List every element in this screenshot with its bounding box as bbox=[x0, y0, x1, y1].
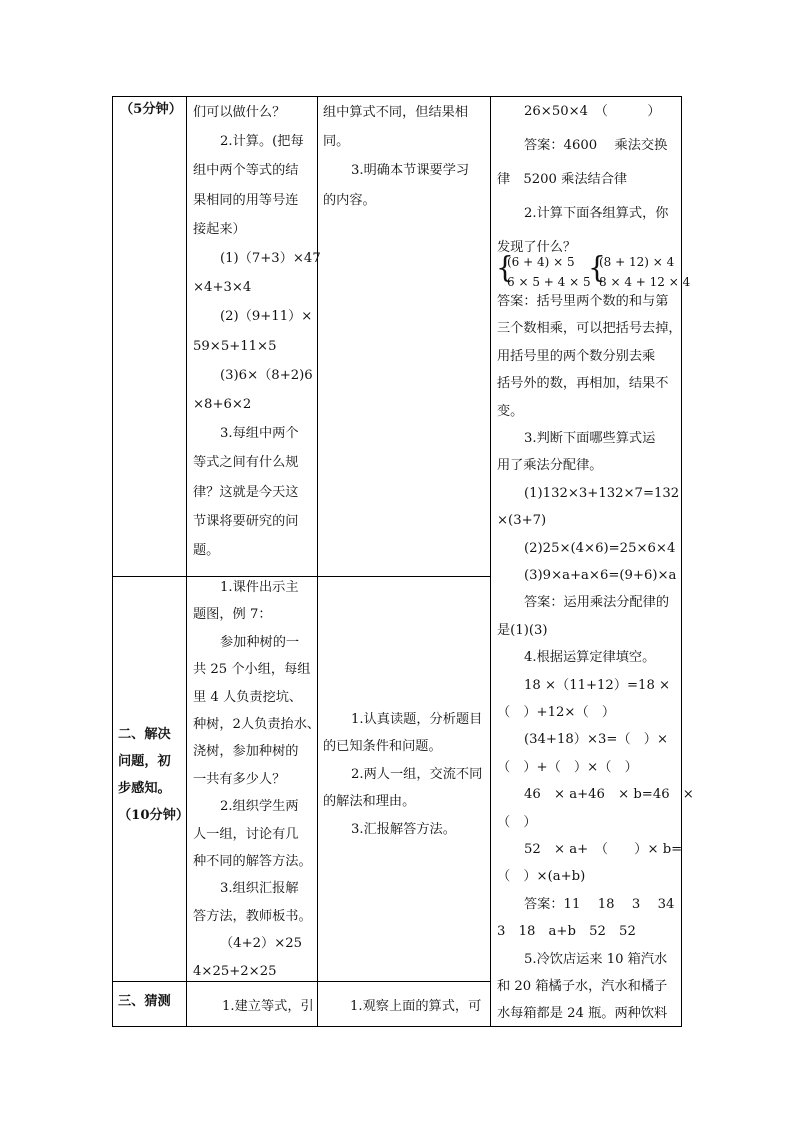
text-line: 题。 bbox=[193, 543, 220, 558]
text-line: （ ）+（ ）×（ ） bbox=[497, 759, 638, 775]
text-line: 是(1)(3) bbox=[497, 622, 548, 638]
text-line: 用括号里的两个数分别去乘 bbox=[497, 348, 656, 364]
text-line: 的内容。 bbox=[323, 192, 376, 208]
section2-title-line: 问题，初 bbox=[118, 754, 171, 769]
text-line: (3)9×a+a×6=(9+6)×a bbox=[524, 568, 677, 583]
equation1-bottom: 6 × 5 + 4 × 5 bbox=[507, 275, 591, 289]
table-left-border bbox=[112, 96, 113, 1027]
text-line: 种不同的解答方法。 bbox=[193, 854, 312, 869]
column-divider-3 bbox=[490, 96, 491, 1027]
equation2-top: (8 + 12) × 4 bbox=[599, 255, 675, 269]
text-line: 5.冷饮店运来 10 箱汽水 bbox=[524, 951, 668, 967]
text-line: 一共有多少人？ bbox=[193, 771, 286, 787]
text-line: 种树，2人负责抬水、 bbox=[193, 717, 321, 732]
text-line: （4+2）×25 bbox=[220, 936, 303, 952]
text-line: 答案：11 18 3 34 bbox=[524, 896, 675, 912]
section2-title-line: 步感知。 bbox=[118, 781, 171, 796]
text-line: 的已知条件和问题。 bbox=[323, 739, 442, 755]
column-divider-2 bbox=[317, 96, 318, 1027]
text-line: 组中两个等式的结 bbox=[193, 163, 299, 179]
text-line: 节课将要研究的问 bbox=[193, 513, 299, 529]
text-line: ×8+6×2 bbox=[193, 397, 252, 412]
row-divider-2 bbox=[112, 981, 490, 982]
text-line: 组中算式不同，但结果相 bbox=[323, 105, 469, 120]
equation1-top: (6 + 4) × 5 bbox=[507, 255, 575, 269]
row-divider-1 bbox=[112, 576, 490, 577]
text-line: (2)（9+11）× bbox=[220, 309, 313, 325]
text-line: 3.每组中两个 bbox=[220, 426, 299, 442]
text-line: 答案：4600 乘法交换 bbox=[524, 138, 668, 153]
text-line: 括号外的数，再相加，结果不 bbox=[497, 376, 669, 392]
text-line: 2.两人一组，交流不同 bbox=[351, 766, 483, 782]
text-line: 浇树，参加种树的 bbox=[193, 744, 299, 760]
text-line: 里 4 人负责挖坑、 bbox=[193, 689, 303, 705]
student-activity-section3: 1.观察上面的算式，可 bbox=[350, 999, 482, 1014]
text-line: （ ） bbox=[497, 814, 537, 830]
text-line: 题图，例 7： bbox=[193, 607, 272, 623]
text-line: 和 20 箱橘子水，汽水和橘子 bbox=[497, 979, 668, 994]
text-line: 3.判断下面哪些算式运 bbox=[524, 431, 656, 446]
text-line: 变。 bbox=[497, 403, 524, 419]
text-line: (1)（7+3）×47 bbox=[220, 251, 321, 266]
text-line: 26×50×4 （ ） bbox=[524, 104, 661, 119]
text-line: 接起来） bbox=[193, 221, 246, 237]
section3-title: 三、猜测 bbox=[118, 994, 171, 1009]
text-line: 2.组织学生两 bbox=[220, 799, 299, 815]
section1-time: （5分钟） bbox=[120, 102, 182, 117]
teacher-activity-section3: 1.建立等式，引 bbox=[222, 999, 314, 1014]
text-line: 果相同的用等号连 bbox=[193, 192, 299, 208]
text-line: (34+18）×3=（ ）× bbox=[524, 732, 669, 748]
text-line: 参加种树的一 bbox=[220, 634, 300, 650]
text-line: 59×5+11×5 bbox=[193, 338, 277, 354]
text-line: 共 25 个小组，每组 bbox=[193, 662, 311, 678]
text-line: 发现了什么？ bbox=[497, 240, 577, 255]
table-right-border bbox=[681, 96, 682, 1027]
text-line: 3.明确本节课要学习 bbox=[351, 163, 470, 179]
text-line: (3)6×（8+2)6 bbox=[220, 367, 313, 383]
text-line: 的解法和理由。 bbox=[323, 794, 416, 810]
text-line: 用了乘法分配律。 bbox=[497, 458, 603, 474]
text-line: 律 5200 乘法结合律 bbox=[497, 172, 628, 187]
text-line: 律？这就是今天这 bbox=[193, 484, 299, 500]
text-line: 4.根据运算定律填空。 bbox=[524, 650, 656, 666]
text-line: 1.认真读题，分析题目 bbox=[351, 712, 483, 727]
equation2-bottom: 8 × 4 + 12 × 4 bbox=[599, 275, 691, 289]
left-brace-icon: { bbox=[496, 250, 514, 285]
text-line: 答案：运用乘法分配律的 bbox=[524, 595, 670, 611]
text-line: 46 × a+46 × b=46 × bbox=[524, 787, 694, 803]
text-line: 2.计算下面各组算式，你 bbox=[524, 206, 669, 221]
text-line: ×(3+7) bbox=[497, 513, 547, 529]
text-line: 水每箱都是 24 瓶。两种饮料 bbox=[497, 1006, 668, 1022]
text-line: 3.组织汇报解 bbox=[220, 881, 299, 897]
text-line: 们可以做什么？ bbox=[193, 105, 286, 120]
left-brace-icon: { bbox=[588, 250, 606, 285]
text-line: 同。 bbox=[323, 134, 350, 150]
text-line: 3.汇报解答方法。 bbox=[351, 821, 456, 837]
text-line: ×4+3×4 bbox=[193, 280, 252, 296]
column-divider-1 bbox=[186, 96, 187, 1027]
text-line: 52 × a+ （ ）× b= bbox=[524, 842, 683, 857]
text-line: 4×25+2×25 bbox=[193, 963, 277, 979]
text-line: 三个数相乘，可以把括号去掉， bbox=[497, 321, 682, 337]
text-line: (1)132×3+132×7=132 bbox=[524, 485, 680, 501]
section2-title-line: （10分钟） bbox=[118, 808, 190, 823]
text-line: （ ）×(a+b) bbox=[497, 869, 586, 885]
section2-title-line: 二、解决 bbox=[118, 727, 171, 742]
text-line: (2)25×(4×6)=25×6×4 bbox=[524, 540, 676, 556]
text-line: 3 18 a+b 52 52 bbox=[497, 924, 636, 940]
text-line: 18 ×（11+12）=18 × bbox=[524, 677, 671, 693]
text-line: 答方法，教师板书。 bbox=[193, 908, 312, 924]
text-line: 人一组，讨论有几 bbox=[193, 826, 299, 842]
text-line: 2.计算。(把每 bbox=[220, 134, 304, 150]
text-line: 1.课件出示主 bbox=[220, 580, 299, 595]
text-line: 答案：括号里两个数的和与第 bbox=[497, 294, 669, 309]
text-line: （ ）+12×（ ） bbox=[497, 705, 616, 720]
table-top-border bbox=[112, 96, 682, 97]
text-line: 等式之间有什么规 bbox=[193, 455, 299, 471]
